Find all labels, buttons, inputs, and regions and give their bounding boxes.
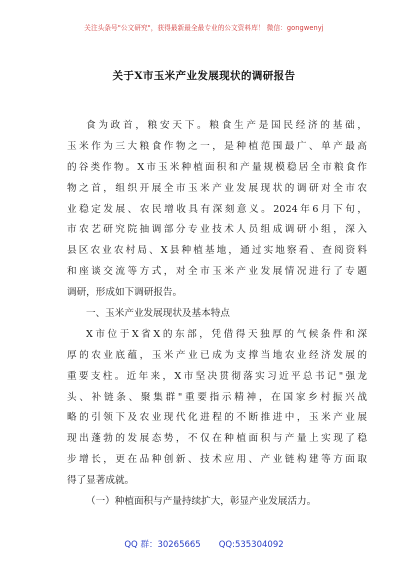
subsection-heading: （一）种植面积与产量持续扩大，彰显产业发展活力。 — [86, 496, 317, 508]
text-line: 步增长，更在品种创新、技术应用、产业链构建等方面取 — [67, 454, 367, 466]
text-line: 重要支柱。近年来，X市坚决贯彻落实习近平总书记"强龙 — [67, 370, 367, 382]
text-line: 市农艺研究院抽调部分专业技术人员组成调研小组，深入 — [67, 224, 367, 236]
text-line: 调研，形成如下调研报告。 — [67, 287, 183, 299]
section-heading: 一、玉米产业发展现状及基本特点 — [86, 308, 230, 320]
text-line: 物之首，组织开展全市玉米产业发展现状的调研对全市农 — [67, 182, 367, 194]
footer-qq-group: QQ 群：30265665 — [124, 540, 201, 550]
paragraph-status — [67, 325, 367, 492]
text-line: 头、补链条、聚集群"重要指示精神，在国家乡村振兴战 — [67, 391, 367, 403]
footer-qq: QQ:535304092 — [218, 540, 284, 550]
text-line: 业稳定发展、农民增收具有深刻意义。2024年6月下旬， — [67, 203, 367, 215]
text-line: 厚的农业底蕴，玉米产业已成为支撑当地农业经济发展的 — [67, 349, 367, 361]
text-line: 略的引领下及农业现代化进程的不断推进中，玉米产业展 — [67, 412, 367, 424]
text-line: 的谷类作物。X市玉米种植面积和产量规模稳居全市粮食作 — [67, 161, 367, 173]
document-title: 关于X市玉米产业发展现状的调研报告 — [112, 70, 296, 82]
document-body — [67, 116, 367, 513]
text-line: 和座谈交流等方式，对全市玉米产业发展情况进行了专题 — [67, 266, 367, 278]
text-line: 县区农业农村局、X县种植基地，通过实地察看、查阅资料 — [67, 245, 367, 257]
text-line: 玉米作为三大粮食作物之一，是种植范围最广、单产最高 — [67, 140, 367, 152]
header-promo-note: 关注头条号"公文研究"，获得最新最全最专业的公文资料库！ 微信：gongwenyj — [84, 24, 324, 32]
text-line: 得了显著成就。 — [67, 475, 135, 487]
footer-contact — [0, 538, 408, 550]
text-line: 现出蓬勃的发展态势，不仅在种植面积与产量上实现了稳 — [67, 433, 367, 445]
paragraph-intro — [67, 116, 367, 304]
text-line: 食为政首，粮安天下。粮食生产是国民经济的基础， — [86, 120, 367, 131]
text-line: X市位于X省X的东部，凭借得天独厚的气候条件和深 — [86, 328, 367, 340]
